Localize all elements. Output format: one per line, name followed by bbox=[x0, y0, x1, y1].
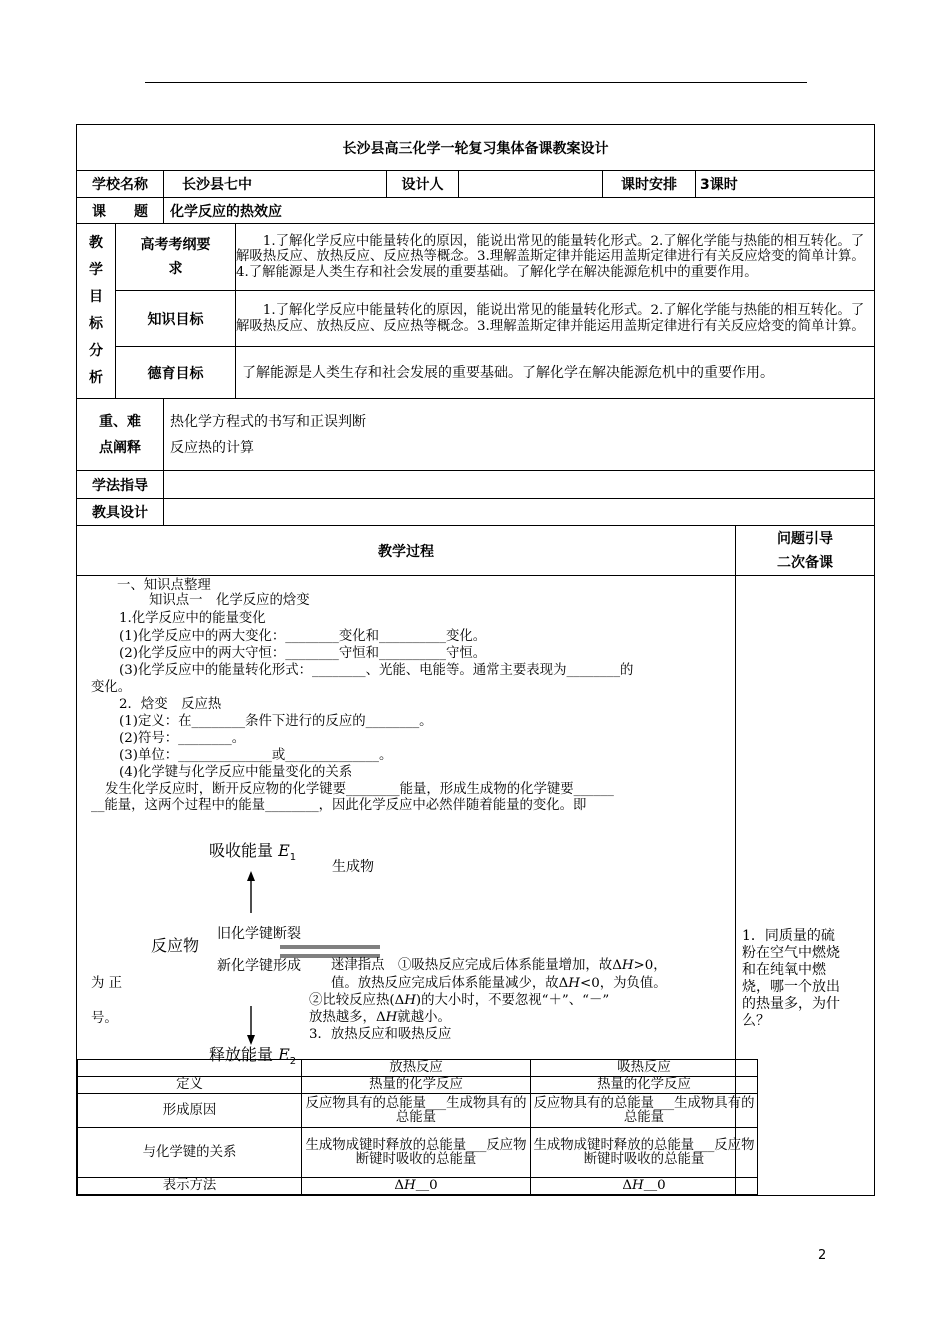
goals-char: 目 bbox=[89, 289, 103, 305]
process-line: 2．焓变 反应热 bbox=[119, 697, 222, 712]
compare-cell: Δ𝐻＿0 bbox=[531, 1178, 758, 1195]
side-header-2: 二次备课 bbox=[777, 554, 834, 571]
tip-line: 放热越多，Δ𝐻就越小。 bbox=[309, 1010, 451, 1025]
compare-cell: 反应物具有的总能量___生成物具有的总能量 bbox=[302, 1094, 531, 1128]
goals-char: 教 bbox=[89, 235, 103, 251]
compare-cell: 与化学键的关系 bbox=[78, 1128, 302, 1178]
compare-cell: 热量的化学反应 bbox=[531, 1077, 758, 1094]
process-line: 一、知识点整理 bbox=[117, 578, 211, 593]
process-line: (1)定义：在________条件下进行的反应的________。 bbox=[119, 714, 433, 729]
question-column bbox=[736, 576, 875, 1196]
process-line: 1.化学反应中的能量变化 bbox=[119, 611, 266, 626]
process-line: (2)化学反应中的两大守恒：________守恒和__________守恒。 bbox=[119, 646, 487, 661]
compare-head: 吸热反应 bbox=[531, 1060, 758, 1077]
tip-line: ②比较反应热(Δ𝐻)的大小时，不要忽视“＋”、“－” bbox=[309, 993, 610, 1008]
hours-label: 课时安排 bbox=[603, 171, 696, 198]
method-label: 学法指导 bbox=[77, 471, 164, 499]
school-label: 学校名称 bbox=[77, 171, 164, 198]
process-line: (3)化学反应中的能量转化形式：________、光能、电能等。通常主要表现为________的 bbox=[119, 663, 634, 678]
product-label: 生成物 bbox=[332, 859, 374, 875]
lesson-plan-table bbox=[76, 124, 875, 1196]
compare-cell: 反应物具有的总能量___生成物具有的总能量 bbox=[531, 1094, 758, 1128]
compare-cell: 形成原因 bbox=[78, 1094, 302, 1128]
tip-line: 3．放热反应和吸热反应 bbox=[309, 1027, 452, 1042]
process-header: 教学过程 bbox=[77, 526, 736, 576]
left-fragment: 为 正 bbox=[91, 976, 123, 991]
goals-char: 析 bbox=[89, 370, 103, 386]
tools-value bbox=[164, 499, 875, 526]
absorb-energy-label: 吸收能量 $E_1$ bbox=[209, 841, 297, 864]
compare-head bbox=[78, 1060, 302, 1077]
key-points-label-2: 点阐释 bbox=[99, 439, 141, 456]
knowledge-goal-label: 知识目标 bbox=[116, 291, 236, 347]
knowledge-goal-text: 1.了解化学反应中能量转化的原因，能说出常见的能量转化形式。2.了解化学能与热能的相互转化。了解吸热反应、放热反应、反应热等概念。3.理解盖斯定律并能运用盖斯定律进行有关反应焓变的简单计算。 bbox=[236, 291, 875, 347]
page-number: 2 bbox=[818, 1248, 827, 1263]
compare-cell: 热量的化学反应 bbox=[302, 1077, 531, 1094]
moral-goal-text: 了解能源是人类生存和社会发展的重要基础。了解化学在解决能源危机中的重要作用。 bbox=[236, 347, 875, 399]
goals-char: 学 bbox=[89, 262, 103, 278]
goals-char: 分 bbox=[89, 343, 103, 359]
tools-label: 教具设计 bbox=[77, 499, 164, 526]
designer-label: 设计人 bbox=[387, 171, 459, 198]
compare-cell: 定义 bbox=[78, 1077, 302, 1094]
side-header-1: 问题引导 bbox=[777, 530, 834, 547]
release-energy-label: 释放能量 $E_2$ bbox=[209, 1045, 297, 1068]
designer-value bbox=[459, 171, 603, 198]
school-value: 长沙县七中 bbox=[164, 171, 387, 198]
compare-cell: 生成物成键时释放的总能量___反应物断键时吸收的总能量 bbox=[531, 1128, 758, 1178]
key-points-label-1: 重、难 bbox=[99, 413, 141, 430]
header-rule bbox=[145, 82, 807, 83]
bond-form-label: 新化学键形成 bbox=[217, 958, 301, 974]
process-line: 知识点一 化学反应的焓变 bbox=[149, 593, 310, 608]
key-point-1: 热化学方程式的书写和正误判断 bbox=[170, 413, 366, 430]
key-points-text bbox=[164, 399, 875, 471]
compare-table bbox=[77, 1059, 758, 1195]
key-point-2: 反应热的计算 bbox=[170, 439, 254, 456]
compare-cell: 表示方法 bbox=[78, 1178, 302, 1195]
bond-break-label: 旧化学键断裂 bbox=[217, 926, 301, 942]
reactant-label: 反应物 bbox=[151, 936, 200, 955]
exam-req-label: 高考考纲要求 bbox=[116, 224, 236, 291]
page-title: 长沙县高三化学一轮复习集体备课教案设计 bbox=[77, 125, 875, 171]
process-line: (4)化学键与化学反应中能量变化的关系 bbox=[119, 765, 353, 780]
tip-line: 值。放热反应完成后体系能量减少，故Δ𝐻<0，为负值。 bbox=[331, 976, 667, 991]
process-line: 变化。 bbox=[91, 680, 132, 695]
tip-line: 迷津指点 ①吸热反应完成后体系能量增加，故Δ𝐻>0， bbox=[331, 958, 667, 973]
goals-side-label bbox=[77, 224, 116, 399]
moral-goal-label: 德育目标 bbox=[116, 347, 236, 399]
topic-label: 课 题 bbox=[77, 198, 164, 224]
guiding-question: 1．同质量的硫粉在空气中燃烧和在纯氧中燃烧，哪一个放出的热量多，为什么？ bbox=[742, 928, 840, 1029]
hours-value: 3课时 bbox=[696, 171, 875, 198]
process-line: (2)符号：________。 bbox=[119, 731, 246, 746]
compare-cell: 生成物成键时释放的总能量___反应物断键时吸收的总能量 bbox=[302, 1128, 531, 1178]
side-header bbox=[736, 526, 875, 576]
compare-head: 放热反应 bbox=[302, 1060, 531, 1077]
process-line: (1)化学反应中的两大变化：________变化和__________变化。 bbox=[119, 629, 487, 644]
key-points-label bbox=[77, 399, 164, 471]
process-body bbox=[77, 576, 755, 1196]
method-value bbox=[164, 471, 875, 499]
compare-cell: Δ𝐻＿0 bbox=[302, 1178, 531, 1195]
process-line: __能量，这两个过程中的能量________，因此化学反应中必然伴随着能量的变化。即 bbox=[91, 798, 587, 813]
exam-req-text: 1.了解化学反应中能量转化的原因，能说出常见的能量转化形式。2.了解化学能与热能的相互转化。了解吸热反应、放热反应、反应热等概念。3.理解盖斯定律并能运用盖斯定律进行有关反应焓变的简单计算。4.了解能源是人类生存和社会发展的重要基础。了解化学在解决能源危机中的重要作用。 bbox=[236, 224, 875, 291]
left-fragment: 号。 bbox=[91, 1011, 118, 1026]
process-line: (3)单位：______________或______________。 bbox=[119, 748, 393, 763]
topic-value: 化学反应的热效应 bbox=[164, 198, 875, 224]
process-line: 发生化学反应时，断开反应物的化学键要________能量，形成生成物的化学键要______ bbox=[105, 782, 614, 797]
lesson-plan bbox=[76, 124, 874, 1196]
goals-char: 标 bbox=[89, 316, 103, 332]
